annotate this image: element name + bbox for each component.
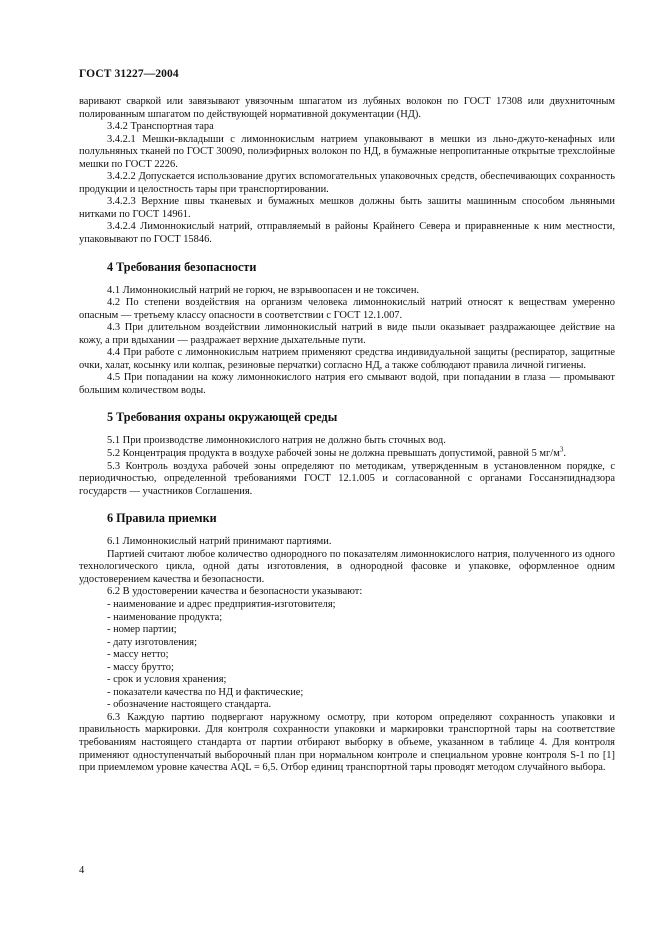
- list-item: - дату изготовления;: [107, 636, 197, 648]
- paragraph: 4.2 По степени воздействия на организм человека лимоннокислый натрий относят к веществам умеренно опасным — третьему классу опасности в соответствии с ГОСТ 12.1.007.: [79, 297, 615, 321]
- paragraph: [79, 445, 615, 461]
- paragraph: 3.4.2.3 Верхние швы тканевых и бумажных мешков должны быть зашиты машинным способом льняными нитками по ГОСТ 14961.: [79, 196, 615, 220]
- document-header: ГОСТ 31227—2004: [79, 68, 179, 80]
- paragraph-text: 5.2 Концентрация продукта в воздухе рабочей зоны не должна превышать допустимой, равной 5 мг/м: [107, 448, 560, 460]
- list-item: - показатели качества по НД и фактические;: [107, 686, 304, 698]
- list-item: - наименование продукта;: [107, 611, 223, 623]
- superscript: 3: [559, 445, 564, 454]
- paragraph: 3.4.2.4 Лимоннокислый натрий, отправляемый в районы Крайнего Севера и приравненные к ним местности, упаковывают по ГОСТ 15846.: [79, 221, 615, 246]
- list-item: - массу нетто;: [107, 649, 169, 661]
- paragraph: 5.3 Контроль воздуха рабочей зоны определяют по методикам, утвержденным в установленном порядке, с периодичностью, определенной требованиями ГОСТ 12.1.005 и согласованной с органами Госсанэпиднадзора государств — участников Соглашения.: [79, 460, 615, 497]
- paragraph: 6.3 Каждую партию подвергают наружному осмотру, при котором определяют сохранность упаковки и правильность маркировки. Для контроля сохранности упаковки и маркировки транспортной тары на соответствие требованиям настоящего стандарта от партии отбирают выборку в объеме, указанном в таблице 4. Для контроля применяют одноступенчатый выборочный план при нормальном контроле и специальном уровне контроля S-1 по [1] при приемлемом уровне качества AQL = 6,5. Отбор единиц транспортной тары проводят методом случайного выбора.: [79, 711, 615, 774]
- paragraph: Партией считают любое количество однородного по показателям лимоннокислого натрия, полученного из одного технологического цикла, одной даты изготовления, в однородной фасовке и упаковке, оформленное одним удостоверением качества и безопасности.: [79, 548, 615, 585]
- paragraph: 5.1 При производстве лимоннокислого натрия не должно быть сточных вод.: [107, 435, 446, 447]
- paragraph: 4.4 При работе с лимоннокислым натрием применяют средства индивидуальной защиты (респиратор, защитные очки, халат, косынку или колпак, резиновые перчатки) согласно НД, а также соблюдают правила личной гигиены.: [79, 347, 615, 371]
- paragraph-continuation: варивают сваркой или завязывают увязочным шпагатом из лубяных волокон по ГОСТ 17308 или двухниточным полированным шпагатом по действующей нормативной документации (НД).: [79, 96, 615, 120]
- page-number: 4: [79, 865, 85, 876]
- list-item: - номер партии;: [107, 624, 177, 636]
- list-item: - наименование и адрес предприятия-изготовителя;: [107, 598, 336, 610]
- paragraph: 3.4.2.1 Мешки-вкладыши с лимоннокислым натрием упаковывают в мешки из льно-джуто-кенафных или полульняных тканей по ГОСТ 30090, полиэфирных волокон по НД, в бумажные непропитанные открытые трехслойные мешки по ГОСТ 2226.: [79, 133, 615, 170]
- list-item: - обозначение настоящего стандарта.: [107, 699, 272, 711]
- paragraph: 6.2 В удостоверении качества и безопасности указывают:: [107, 586, 363, 598]
- page-body: [79, 96, 615, 775]
- list-item: - срок и условия хранения;: [107, 674, 227, 686]
- paragraph: 6.1 Лимоннокислый натрий принимают партиями.: [107, 536, 332, 548]
- paragraph: 3.4.2.2 Допускается использование других вспомогательных упаковочных средств, обеспечивающих сохранность продукции и целостность тары при транспортировании.: [79, 171, 615, 195]
- paragraph: 3.4.2 Транспортная тара: [107, 121, 214, 133]
- paragraph: 4.3 При длительном воздействии лимоннокислый натрий в виде пыли оказывает раздражающее действие на кожу, а при вдыхании — раздражает верхние дыхательные пути.: [79, 322, 615, 346]
- paragraph: 4.5 При попадании на кожу лимоннокислого натрия его смывают водой, при попадании в глаза — промывают большим количеством воды.: [79, 372, 615, 396]
- paragraph: 4.1 Лимоннокислый натрий не горюч, не взрывоопасен и не токсичен.: [107, 284, 420, 296]
- paragraph-end: .: [563, 448, 566, 460]
- section-5-heading: 5 Требования охраны окружающей среды: [107, 410, 338, 425]
- section-4-heading: 4 Требования безопасности: [107, 259, 257, 274]
- section-6-heading: 6 Правила приемки: [107, 511, 217, 526]
- list-item: - массу брутто;: [107, 661, 174, 673]
